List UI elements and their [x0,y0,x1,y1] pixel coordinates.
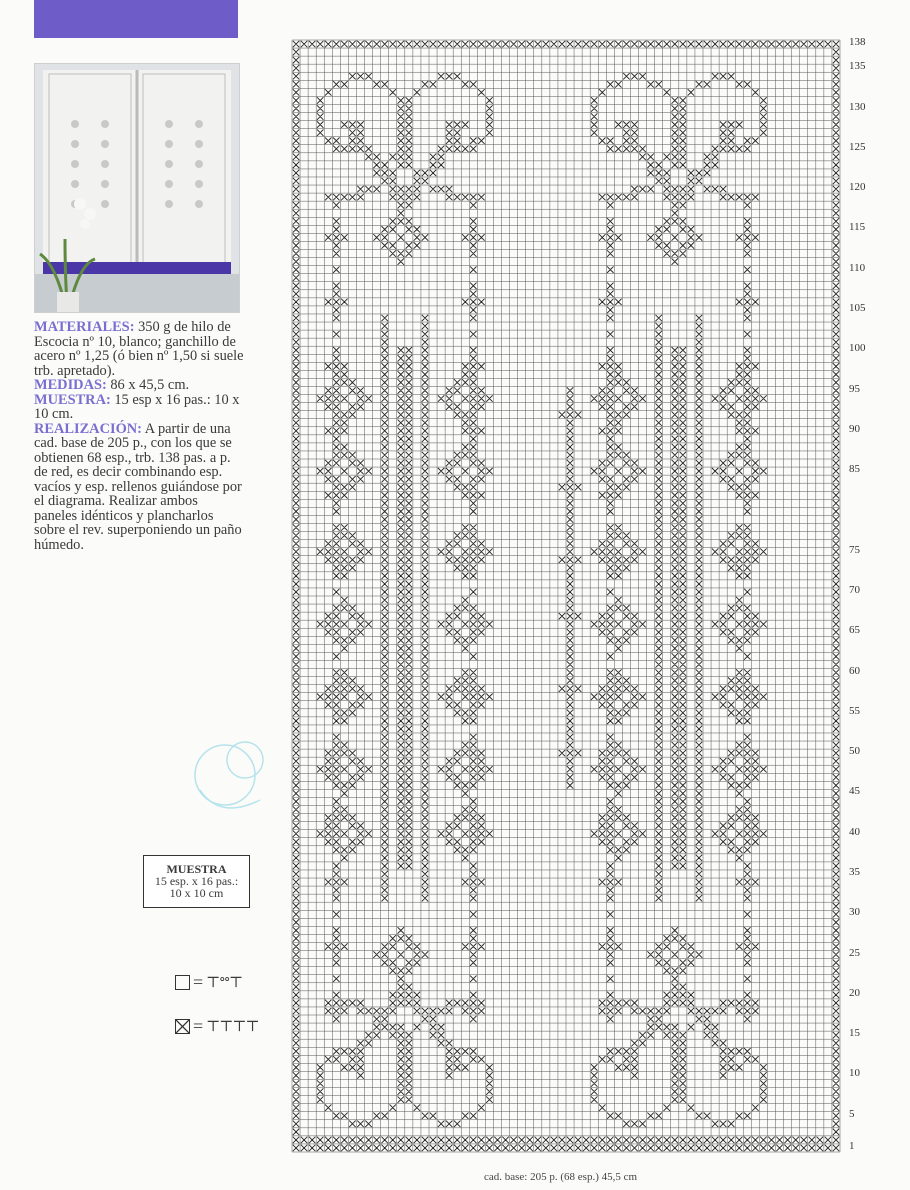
row-number-label: 115 [849,221,866,234]
row-number-label: 100 [849,342,866,355]
row-number-label: 25 [849,946,860,959]
row-number-label: 135 [849,60,866,73]
row-number-label: 105 [849,301,866,314]
row-number-label: 50 [849,745,860,758]
row-number-label: 15 [849,1027,860,1040]
realizacion-paragraph [34,422,244,553]
row-number-label: 95 [849,382,860,395]
row-number-label: 85 [849,463,860,476]
medidas-label: MEDIDAS: [34,377,107,393]
legend-equals: = [193,972,204,992]
row-number-label: 10 [849,1067,860,1080]
row-number-label: 60 [849,664,860,677]
muestra-text: 15 esp x 16 pas.: 10 x 10 cm. [34,391,240,422]
muestra-label: MUESTRA: [34,391,111,408]
materiales-label: MATERIALES: [34,319,135,335]
row-number-label: 70 [849,583,860,596]
row-number-label: 40 [849,825,860,838]
row-number-label: 125 [849,140,866,153]
materiales-text: 350 g de hilo de Escocia nº 10, blanco; ganchillo de acero nº 1,25 (ó bien nº 1,50 si suele trb. apretado). [34,319,244,379]
sample-box [143,855,250,908]
row-number-label: 20 [849,986,860,999]
row-number-label: 75 [849,543,860,556]
sample-box-title: MUESTRA [166,862,227,876]
muestra-paragraph [34,393,244,422]
realizacion-text: A partir de una cad. base de 205 p., con los que se obtienen 68 esp., trb. 138 pas. a p. de red, es decir combinando esp. vacíos y esp. rellenos guiándose por el diagrama. Realizar ambos paneles idénticos y plancharlos sobre el rev. superponiendo un paño húmedo. [34,420,242,553]
row-number-label: 55 [849,704,860,717]
row-number-label: 5 [849,1107,855,1120]
medidas-paragraph [34,378,244,393]
sample-box-line1: 15 esp. x 16 pas.: [154,874,239,888]
materiales-paragraph [34,320,244,378]
empty-square-icon [175,975,190,990]
legend-symbol: ⊤ᐤᐤ⊤ [206,975,243,991]
curtain-photo [34,63,240,313]
filet-chart [290,38,846,1156]
row-number-label: 1 [849,1139,855,1152]
row-number-label: 45 [849,785,860,798]
row-number-label: 138 [849,36,866,48]
chart-caption: cad. base: 205 p. (68 esp.) 45,5 cm [484,1171,638,1183]
instructions-text [34,320,244,552]
legend-filled-row [175,1016,259,1037]
row-number-label: 90 [849,422,860,435]
grid-lines [292,40,840,1152]
realizacion-label: REALIZACIÓN: [34,420,142,437]
row-number-label: 110 [849,261,866,274]
row-number-label: 120 [849,181,866,193]
sample-box-line2: 10 x 10 cm [169,886,224,900]
legend-equals: = [193,1016,204,1036]
row-number-label: 65 [849,624,860,637]
legend-empty-row [175,972,242,993]
filled-square-icon [175,1019,190,1034]
header-bar [34,0,238,38]
row-number-label: 30 [849,906,860,919]
legend-symbol: ⊤⊤⊤⊤ [206,1019,259,1035]
row-number-label: 130 [849,100,866,113]
row-number-label: 35 [849,866,860,878]
medidas-text: 86 x 45,5 cm. [106,377,190,393]
watermark-graphic [180,730,300,830]
